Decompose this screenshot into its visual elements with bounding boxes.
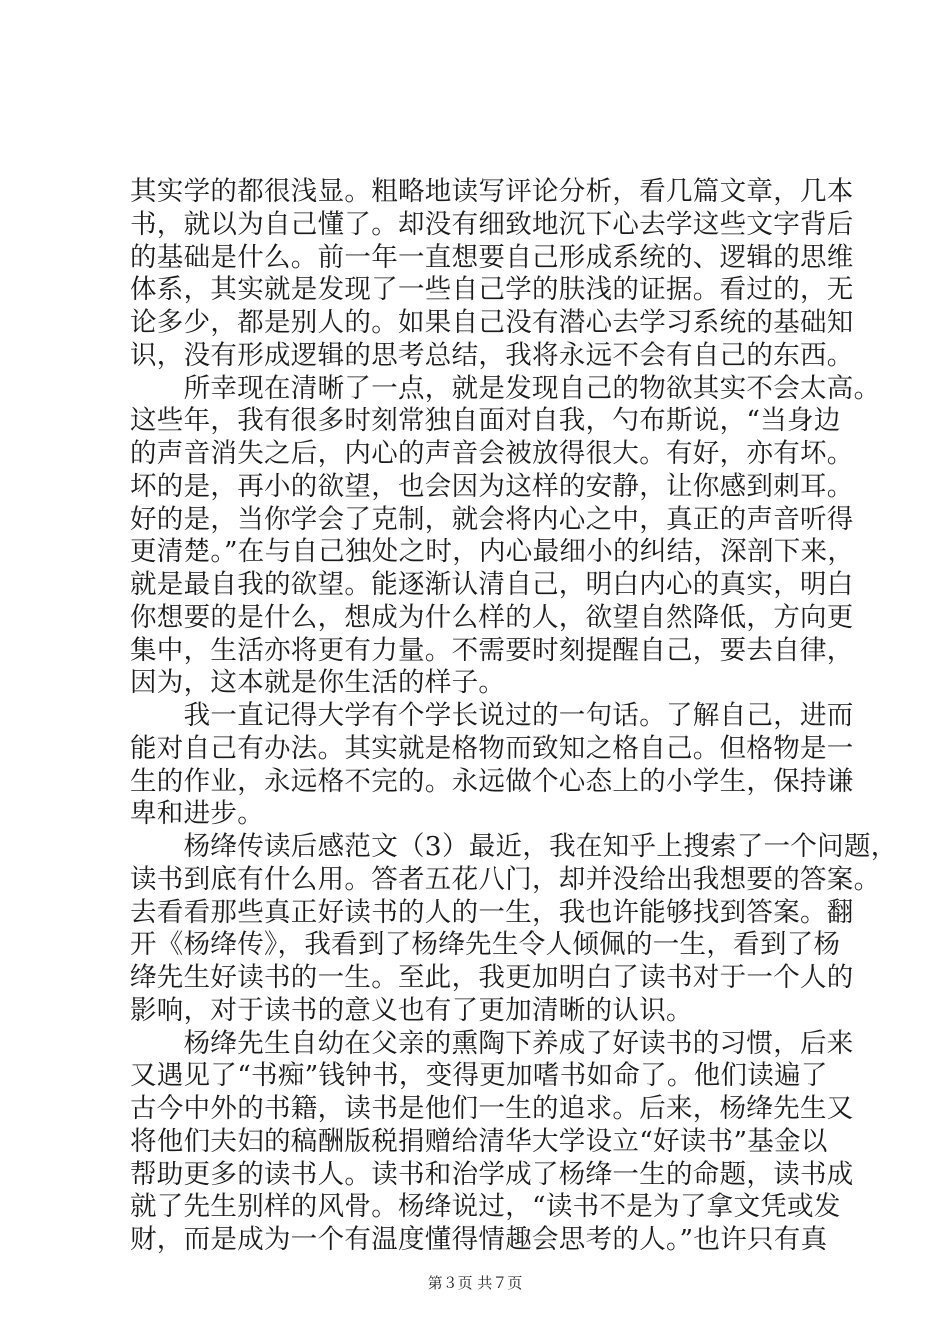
text-line: 坏的是，再小的欲望，也会因为这样的安静，让你感到刺耳。 [130, 470, 854, 502]
text-line: 书，就以为自己懂了。却没有细致地沉下心去学这些文字背后 [130, 208, 854, 240]
text-line: 又遇见了“书痴”钱钟书，变得更加嗜书如命了。他们读遍了 [130, 1060, 828, 1092]
text-line: 论多少，都是别人的。如果自己没有潜心去学习系统的基础知 [130, 307, 854, 338]
page-footer: 第３页 共７页 [427, 1274, 523, 1292]
text-line: 帮助更多的读书人。读书和治学成了杨绛一生的命题，读书成 [130, 1158, 854, 1190]
text-line: 能对自己有办法。其实就是格物而致知之格自己。但格物是一 [130, 732, 854, 764]
text-line: 杨绛传读后感范文（3）最近，我在知乎上搜索了一个问题， [130, 831, 898, 862]
text-line: 读书到底有什么用。答者五花八门，却并没给出我想要的答案。 [130, 863, 881, 895]
text-line: 的基础是什么。前一年一直想要自己形成系统的、逻辑的思维 [130, 241, 854, 273]
text-line: 我一直记得大学有个学长说过的一句话。了解自己，进而 [130, 700, 854, 731]
text-line: 开《杨绛传》，我看到了杨绛先生令人倾佩的一生，看到了杨 [130, 929, 841, 961]
text-line: 好的是，当你学会了克制，就会将内心之中，真正的声音听得 [130, 503, 854, 535]
text-line: 所幸现在清晰了一点，就是发现自己的物欲其实不会太高。 [130, 372, 881, 404]
text-line: 绛先生好读书的一生。至此，我更加明白了读书对于一个人的 [130, 962, 854, 993]
text-line: 财，而是成为一个有温度懂得情趣会思考的人。”也许只有真 [130, 1224, 828, 1255]
text-line: 体系，其实就是发现了一些自己学的肤浅的证据。看过的，无 [130, 274, 854, 306]
text-line: 你想要的是什么，想成为什么样的人，欲望自然降低，方向更 [130, 601, 854, 633]
text-line: 更清楚。”在与自己独处之时，内心最细小的纠结，深剖下来， [130, 536, 855, 568]
text-line: 集中，生活亦将更有力量。不需要时刻提醒自己，要去自律， [130, 634, 854, 666]
text-line: 影响，对于读书的意义也有了更加清晰的认识。 [130, 994, 693, 1026]
text-line: 这些年，我有很多时刻常独自面对自我，勺布斯说，“当身边 [130, 405, 841, 437]
text-line: 就是最自我的欲望。能逐渐认清自己，明白内心的真实，明白 [130, 569, 854, 600]
text-line: 就了先生别样的风骨。杨绛说过，“读书不是为了拿文凭或发 [130, 1191, 841, 1223]
text-line: 生的作业，永远格不完的。永远做个心态上的小学生，保持谦 [130, 765, 854, 797]
text-line: 其实学的都很浅显。粗略地读写评论分析，看几篇文章，几本 [130, 176, 854, 207]
text-line: 因为，这本就是你生活的样子。 [130, 667, 506, 699]
text-line: 卑和进步。 [130, 798, 264, 830]
text-line: 识，没有形成逻辑的思考总结，我将永远不会有自己的东西。 [130, 339, 854, 371]
text-line: 杨绛先生自幼在父亲的熏陶下养成了好读书的习惯，后来 [130, 1027, 854, 1059]
text-line: 古今中外的书籍，读书是他们一生的追求。后来，杨绛先生又 [130, 1093, 854, 1124]
text-line: 将他们夫妇的稿酬版税捐赠给清华大学设立“好读书”基金以 [130, 1125, 828, 1157]
text-line: 去看看那些真正好读书的人的一生，我也许能够找到答案。翻 [130, 896, 854, 928]
body-text [130, 176, 898, 1257]
text-line: 的声音消失之后，内心的声音会被放得很大。有好，亦有坏。 [130, 438, 854, 469]
